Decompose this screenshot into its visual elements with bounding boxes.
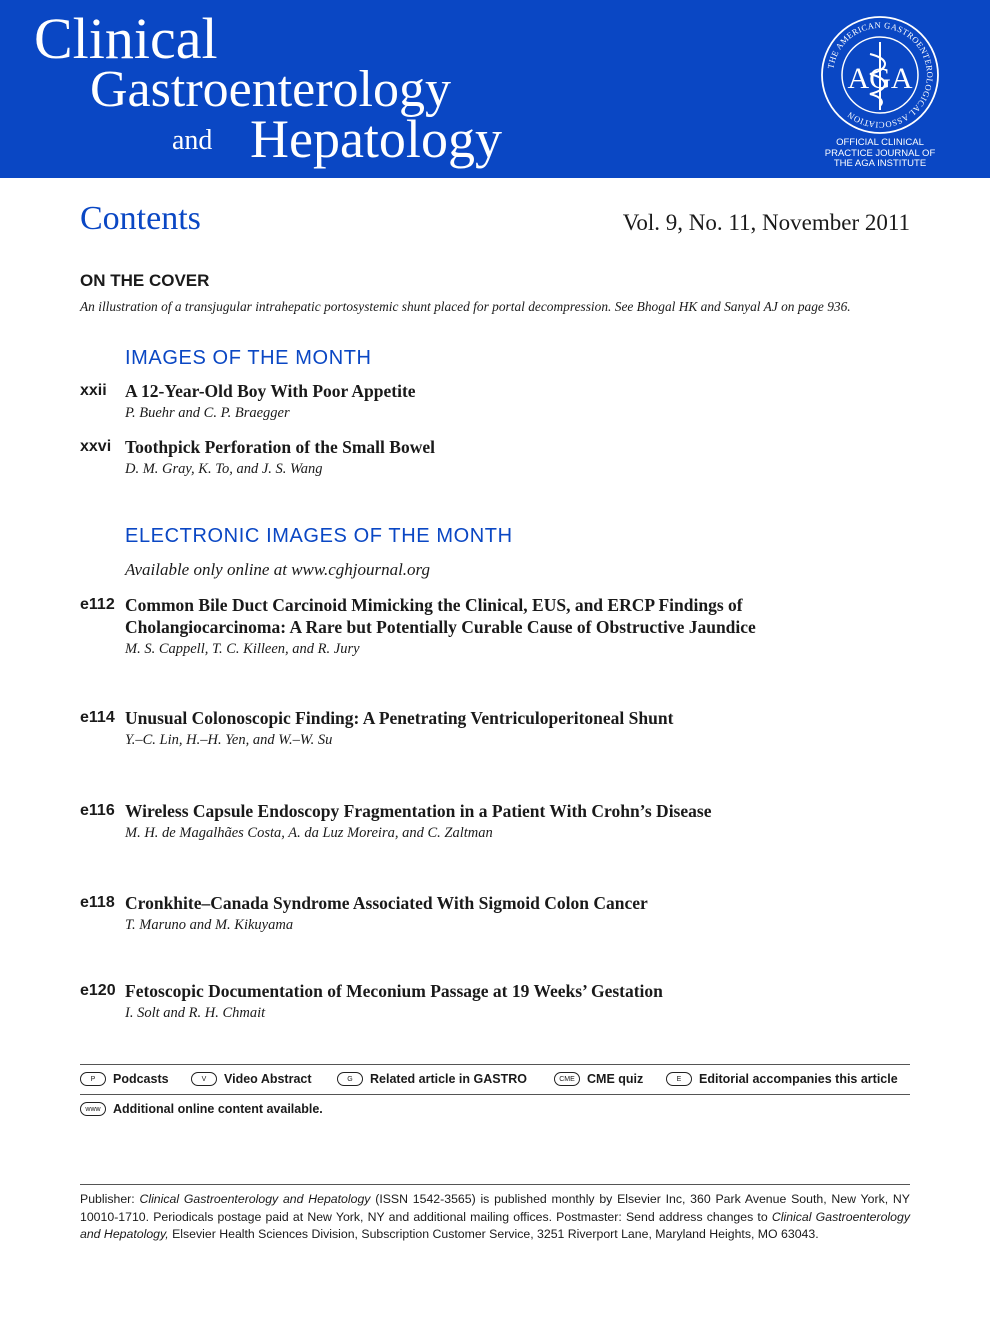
toc-entry[interactable] <box>80 707 920 751</box>
article-authors: P. Buehr and C. P. Braegger <box>125 405 290 421</box>
toc-entry[interactable] <box>80 380 920 424</box>
divider <box>80 1184 910 1185</box>
article-authors: I. Solt and R. H. Chmait <box>125 1005 266 1021</box>
article-title[interactable]: A 12-Year-Old Boy With Poor Appetite <box>125 381 416 401</box>
legend-label: Editorial accompanies this article <box>699 1072 898 1086</box>
toc-entry[interactable] <box>80 436 920 480</box>
article-authors: D. M. Gray, K. To, and J. S. Wang <box>125 461 323 477</box>
section-heading-electronic: ELECTRONIC IMAGES OF THE MONTH <box>125 525 513 547</box>
page-number: e118 <box>80 894 115 911</box>
page-number: e114 <box>80 709 115 726</box>
article-title[interactable]: Common Bile Duct Carcinoid Mimicking the Clinical, EUS, and ERCP Findings of <box>125 595 743 615</box>
article-authors: T. Maruno and M. Kikuyama <box>125 917 294 933</box>
cover-heading: ON THE COVER <box>80 271 210 290</box>
page-number: xxvi <box>80 438 112 455</box>
article-title[interactable]: Cronkhite–Canada Syndrome Associated With Sigmoid Colon Cancer <box>125 893 648 913</box>
journal-title-and: and <box>172 125 213 156</box>
article-authors: M. S. Cappell, T. C. Killeen, and R. Jury <box>125 641 360 657</box>
seal-ring-text: THE AMERICAN GASTROENTEROLOGICAL ASSOCIATION <box>825 19 936 131</box>
video-icon: V <box>191 1072 217 1086</box>
gastro-icon: G <box>337 1072 363 1086</box>
editorial-icon: E <box>666 1072 692 1086</box>
toc-entry[interactable] <box>80 980 920 1024</box>
section-heading-images: IMAGES OF THE MONTH <box>125 347 372 369</box>
legend-label: Additional online content available. <box>113 1102 323 1116</box>
legend-cme-quiz <box>554 1069 643 1089</box>
article-title[interactable]: Unusual Colonoscopic Finding: A Penetrating Ventriculoperitoneal Shunt <box>125 708 674 728</box>
article-title[interactable]: Toothpick Perforation of the Small Bowel <box>125 437 435 457</box>
volume-info: Vol. 9, No. 11, November 2011 <box>622 210 910 235</box>
article-title-continued[interactable]: Cholangiocarcinoma: A Rare but Potentially Curable Cause of Obstructive Jaundice <box>125 617 756 637</box>
article-authors: M. H. de Magalhães Costa, A. da Luz Moreira, and C. Zaltman <box>125 825 493 841</box>
legend-online-content <box>80 1099 323 1119</box>
page-number: e112 <box>80 596 115 613</box>
podcast-icon: P <box>80 1072 106 1086</box>
legend-editorial <box>666 1069 898 1089</box>
cover-description: An illustration of a transjugular intrahepatic portosystemic shunt placed for portal decompression. See Bhogal HK and Sanyal AJ on page 936. <box>80 299 851 314</box>
journal-header <box>0 0 990 178</box>
legend-label: Podcasts <box>113 1072 169 1086</box>
publisher-info: Publisher: Clinical Gastroenterology and Hepatology (ISSN 1542-3565) is published monthly by Elsevier Inc, 360 Park Avenue South, New York, NY 10010-1710. Periodicals postage paid at New York, NY and additional mailing offices. Postmaster: Send address changes to Clinical Gastroenterology and Hepatology, Elsevier Health Sciences Division, Subscription Customer Service, 3251 Riverport Lane, Maryland Heights, MO 63043. <box>80 1192 910 1241</box>
online-availability: Available only online at www.cghjournal.org <box>125 560 431 579</box>
journal-title-line3: Hepatology <box>250 109 502 169</box>
article-title[interactable]: Fetoscopic Documentation of Meconium Passage at 19 Weeks’ Gestation <box>125 981 663 1001</box>
icon-legend <box>80 1069 910 1089</box>
legend-podcasts <box>80 1069 169 1089</box>
article-title[interactable]: Wireless Capsule Endoscopy Fragmentation in a Patient With Crohn’s Disease <box>125 801 712 821</box>
toc-entry[interactable] <box>80 594 920 660</box>
journal-title-line1: Clinical <box>34 6 218 71</box>
legend-label: Related article in GASTRO <box>370 1072 527 1086</box>
article-authors: Y.–C. Lin, H.–H. Yen, and W.–W. Su <box>125 732 333 748</box>
toc-entry[interactable] <box>80 892 920 936</box>
seal-initials: AGA <box>847 62 913 95</box>
toc-entry[interactable] <box>80 800 920 844</box>
page-number: e120 <box>80 982 116 999</box>
cme-icon: CME <box>554 1072 580 1086</box>
legend-related-gastro <box>337 1069 527 1089</box>
divider <box>80 1094 910 1095</box>
legend-label: Video Abstract <box>224 1072 312 1086</box>
page-number: e116 <box>80 802 115 819</box>
aga-seal-logo <box>820 14 940 136</box>
official-journal-note: OFFICIAL CLINICAL PRACTICE JOURNAL OF THE AGA INSTITUTE <box>824 137 936 169</box>
journal-title-line2: Gastroenterology <box>90 61 452 118</box>
page-number: xxii <box>80 382 107 399</box>
contents-heading: Contents <box>80 200 201 237</box>
legend-video-abstract <box>191 1069 312 1089</box>
www-icon: www <box>80 1102 106 1116</box>
divider <box>80 1064 910 1065</box>
legend-label: CME quiz <box>587 1072 644 1086</box>
